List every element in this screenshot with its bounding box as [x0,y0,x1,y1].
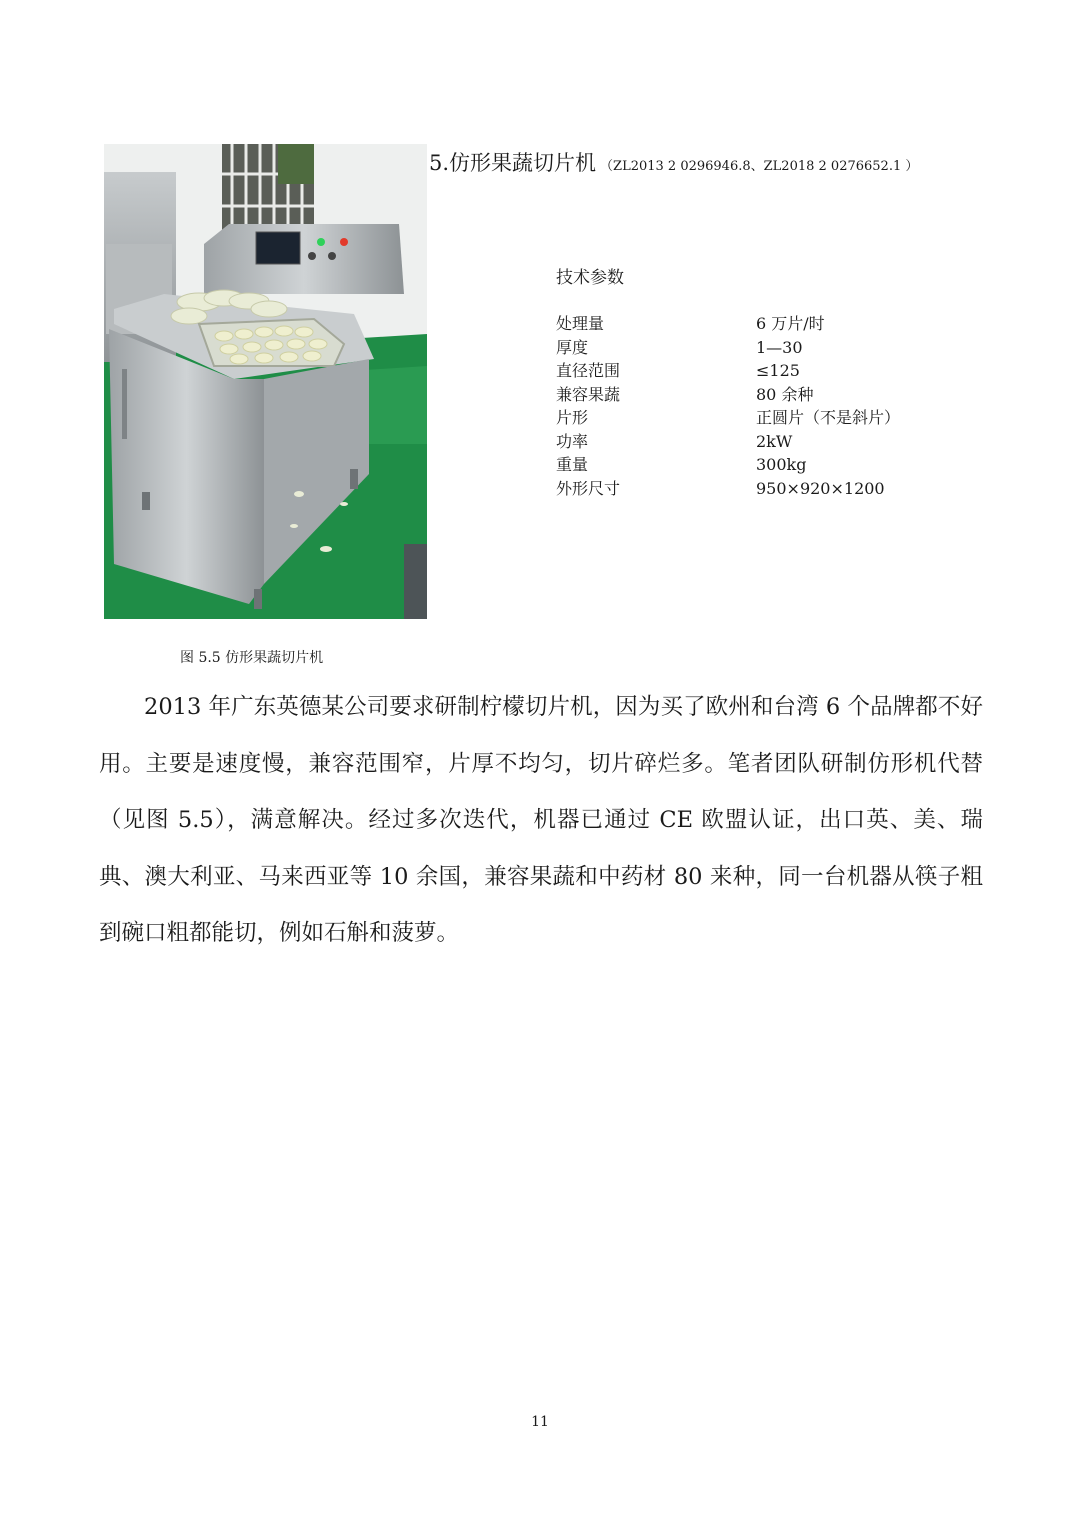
spec-row [556,406,900,430]
spec-value: 1—30 [756,337,803,357]
spec-value: 950×920×1200 [756,478,885,498]
spec-value: 6 万片/时 [756,314,825,333]
spec-value: 正圆片（不是斜片） [756,408,901,427]
spec-row [556,312,900,336]
spec-table [556,312,900,500]
spec-label: 厚度 [556,337,589,357]
spec-label: 外形尺寸 [556,478,621,498]
spec-label: 重量 [556,455,589,474]
spec-label: 功率 [556,431,589,451]
spec-row [556,383,900,407]
section-heading [429,147,918,177]
heading-title: 5.仿形果蔬切片机 [429,151,597,175]
figure-caption: 图 5.5 仿形果蔬切片机 [180,650,324,666]
spec-row [556,477,900,501]
spec-row [556,359,900,383]
body-text [99,679,983,962]
spec-label: 直径范围 [556,361,621,380]
spec-row [556,336,900,360]
spec-value: 2kW [756,431,793,451]
spec-label: 处理量 [556,314,605,333]
page-number: 11 [531,1414,549,1430]
spec-row [556,453,900,477]
spec-value: ≤125 [756,361,800,380]
body-paragraph: 2013 年广东英德某公司要求研制柠檬切片机，因为买了欧州和台湾 6 个品牌都不好用。主要是速度慢，兼容范围窄，片厚不均匀，切片碎烂多。笔者团队研制仿形机代替（见图 5.5），满意解决。经过多次迭代，机器已通过 CE 欧盟认证，出口英、美、瑞典、澳大利亚、马来西亚等 10 余国，兼容果蔬和中药材 80 来种，同一台机器从筷子粗到碗口粗都能切，例如石斛和菠萝。 [99,694,983,946]
spec-row [556,430,900,454]
spec-title: 技术参数 [556,268,624,288]
spec-label: 兼容果蔬 [556,384,621,404]
spec-value: 300kg [756,455,807,474]
spec-value: 80 余种 [756,384,814,404]
heading-patents: （ZL2013 2 0296946.8、ZL2018 2 0276652.1 ） [600,159,919,174]
machine-photo [104,144,427,619]
spec-label: 片形 [556,408,589,427]
